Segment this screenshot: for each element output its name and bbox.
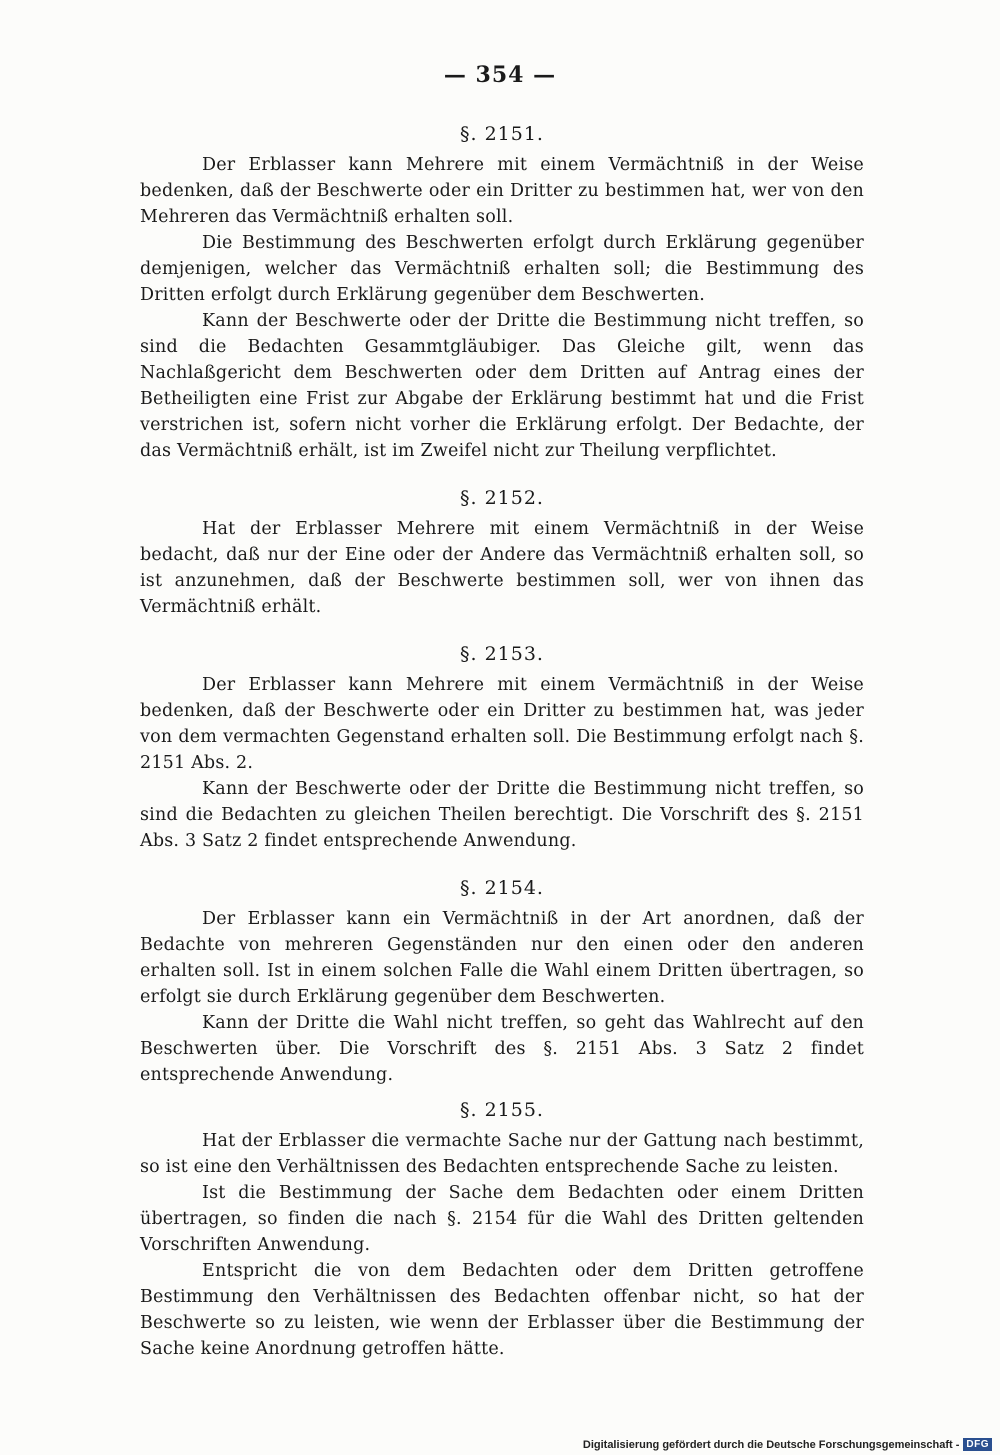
paragraph: Die Bestimmung des Beschwerten erfolgt durch Erklärung gegenüber demjenigen, welcher das Vermächtniß erhalten soll; die Bestimmung des Dritten erfolgt durch Erklärung gegenüber dem Beschwerten. bbox=[140, 233, 864, 305]
section-heading: §. 2154. bbox=[460, 877, 544, 899]
paragraph: Der Erblasser kann Mehrere mit einem Vermächtniß in der Weise bedenken, daß der Beschwerte oder ein Dritter zu bestimmen hat, was jeder von dem vermachten Gegenstand erhalten soll. Die Bestimmung erfolgt nach §. 2151 Abs. 2. bbox=[140, 675, 864, 773]
section-2152 bbox=[140, 484, 864, 620]
section-heading: §. 2153. bbox=[460, 643, 544, 665]
paragraph: Der Erblasser kann ein Vermächtniß in der Art anordnen, daß der Bedachte von mehreren Gegenständen nur den einen oder den anderen erhalten soll. Ist in einem solchen Falle die Wahl einem Dritten übertragen, so erfolgt sie durch Erklärung gegenüber dem Beschwerten. bbox=[140, 909, 864, 1007]
paragraph: Kann der Dritte die Wahl nicht treffen, so geht das Wahlrecht auf den Beschwerten über. Die Vorschrift des §. 2151 Abs. 3 Satz 2 findet entsprechende Anwendung. bbox=[140, 1013, 864, 1085]
paragraph: Kann der Beschwerte oder der Dritte die Bestimmung nicht treffen, so sind die Bedachten zu gleichen Theilen berechtigt. Die Vorschrift des §. 2151 Abs. 3 Satz 2 findet entsprechende Anwendung. bbox=[140, 779, 864, 851]
paragraph: Der Erblasser kann Mehrere mit einem Vermächtniß in der Weise bedenken, daß der Beschwerte oder ein Dritter zu bestimmen hat, wer von den Mehreren das Vermächtniß erhalten soll. bbox=[140, 155, 864, 227]
text-body bbox=[140, 120, 864, 1362]
section-heading: §. 2152. bbox=[460, 487, 544, 509]
section-2155 bbox=[140, 1096, 864, 1362]
dfg-logo: DFG bbox=[963, 1438, 992, 1451]
section-2151 bbox=[140, 120, 864, 464]
section-2154 bbox=[140, 874, 864, 1088]
digitization-footer bbox=[583, 1438, 992, 1451]
paragraph: Hat der Erblasser die vermachte Sache nur der Gattung nach bestimmt, so ist eine den Verhältnissen des Bedachten entsprechende Sache zu leisten. bbox=[140, 1131, 864, 1177]
paragraph: Ist die Bestimmung der Sache dem Bedachten oder einem Dritten übertragen, so finden die nach §. 2154 für die Wahl des Dritten geltenden Vorschriften Anwendung. bbox=[140, 1183, 864, 1255]
page-number: — 354 — bbox=[443, 62, 557, 88]
section-heading: §. 2151. bbox=[460, 123, 544, 145]
paragraph: Kann der Beschwerte oder der Dritte die Bestimmung nicht treffen, so sind die Bedachten Gesammtgläubiger. Das Gleiche gilt, wenn das Nachlaßgericht dem Beschwerten oder dem Dritten auf Antrag eines der Betheiligten eine Frist zur Abgabe der Erklärung bestimmt hat und die Frist verstrichen ist, sofern nicht vorher die Erklärung erfolgt. Der Bedachte, der das Vermächtniß erhält, ist im Zweifel nicht zur Theilung verpflichtet. bbox=[140, 311, 864, 461]
paragraph: Hat der Erblasser Mehrere mit einem Vermächtniß in der Weise bedacht, daß nur der Eine oder der Andere das Vermächtniß erhalten soll, so ist anzunehmen, daß der Beschwerte bestimmen soll, wer von ihnen das Vermächtniß erhält. bbox=[140, 519, 864, 617]
section-2153 bbox=[140, 640, 864, 854]
section-heading: §. 2155. bbox=[460, 1099, 544, 1121]
footer-text: Digitalisierung gefördert durch die Deutsche Forschungsgemeinschaft - bbox=[582, 1438, 960, 1451]
paragraph: Entspricht die von dem Bedachten oder dem Dritten getroffene Bestimmung den Verhältnissen des Bedachten offenbar nicht, so hat der Beschwerte so zu leisten, wie wenn der Erblasser über die Bestimmung der Sache keine Anordnung getroffen hätte. bbox=[140, 1261, 864, 1359]
